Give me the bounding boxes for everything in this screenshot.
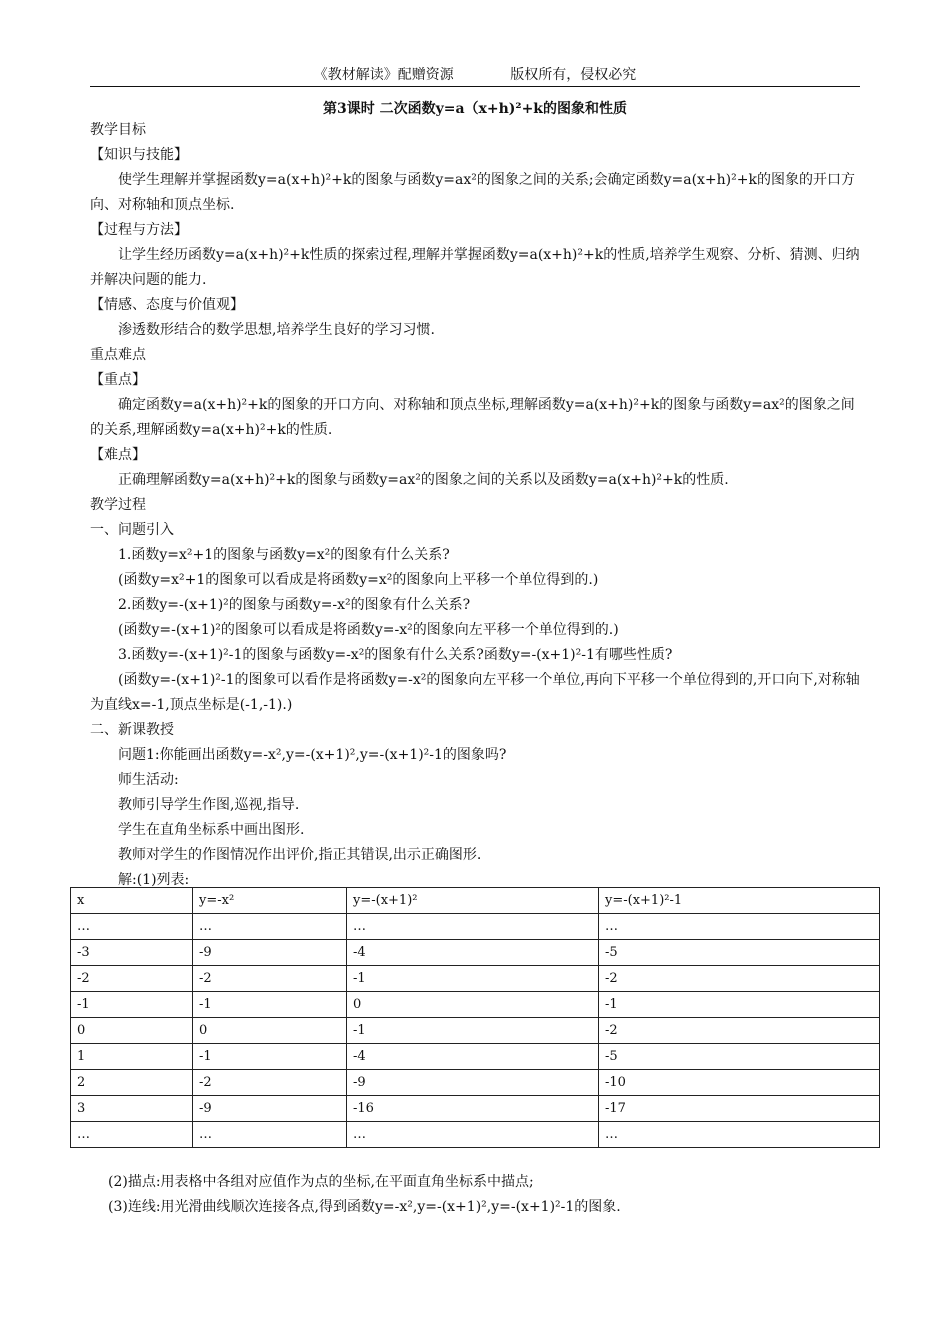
activity-3: 教师对学生的作图情况作出评价,指正其错误,出示正确图形. [118, 847, 482, 863]
table-cell: … [71, 1122, 193, 1148]
table-cell: -2 [71, 966, 193, 992]
table-cell: -1 [193, 992, 347, 1018]
table-row [71, 1070, 880, 1096]
question-3: 3.函数y=-(x+1)²-1的图象与函数y=-x²的图象有什么关系?函数y=-(x+1)²-1有哪些性质? [118, 647, 673, 663]
table-cell: 3 [71, 1096, 193, 1122]
difficult-text: 正确理解函数y=a(x+h)²+k的图象与函数y=ax²的图象之间的关系以及函数y=a(x+h)²+k的性质. [118, 472, 729, 488]
header-y1: y=-x² [193, 888, 347, 914]
table-cell: … [193, 1122, 347, 1148]
process-title: 【过程与方法】 [90, 222, 188, 238]
page-header [90, 64, 860, 87]
activity-label: 师生活动: [118, 772, 179, 788]
answer-1: (函数y=x²+1的图象可以看成是将函数y=x²的图象向上平移一个单位得到的.) [118, 572, 599, 588]
key-heading: 重点难点 [90, 347, 146, 363]
table-cell: … [599, 1122, 880, 1148]
table-cell: -10 [599, 1070, 880, 1096]
emotion-text: 渗透数形结合的数学思想,培养学生良好的学习习惯. [118, 322, 435, 338]
table-header-row [71, 888, 880, 914]
steps-section [90, 1170, 880, 1220]
process-heading: 教学过程 [90, 497, 146, 513]
table-cell: -1 [347, 1018, 599, 1044]
table-cell: -2 [599, 1018, 880, 1044]
table-cell: 2 [71, 1070, 193, 1096]
step-2: (2)描点:用表格中各组对应值作为点的坐标,在平面直角坐标系中描点; [108, 1174, 534, 1190]
table-row [71, 940, 880, 966]
answer-2: (函数y=-(x+1)²的图象可以看成是将函数y=-x²的图象向左平移一个单位得到的.) [118, 622, 619, 638]
table-cell: 0 [71, 1018, 193, 1044]
table-row [71, 966, 880, 992]
table-row [71, 914, 880, 940]
focus-title: 【重点】 [90, 372, 146, 388]
values-table [70, 887, 880, 1148]
header-x: x [71, 888, 193, 914]
table-cell: -1 [599, 992, 880, 1018]
activity-1: 教师引导学生作图,巡视,指导. [118, 797, 300, 813]
table-cell: -1 [347, 966, 599, 992]
problem-1: 问题1:你能画出函数y=-x²,y=-(x+1)²,y=-(x+1)²-1的图象吗? [118, 747, 507, 763]
table-cell: -16 [347, 1096, 599, 1122]
process-text: 让学生经历函数y=a(x+h)²+k性质的探索过程,理解并掌握函数y=a(x+h)²+k的性质,培养学生观察、分析、猜测、归纳并解决问题的能力. [90, 247, 860, 288]
table-row [71, 1096, 880, 1122]
answer-3: (函数y=-(x+1)²-1的图象可以看作是将函数y=-x²的图象向左平移一个单位,再向下平移一个单位得到的,开口向下,对称轴为直线x=-1,顶点坐标是(-1,-1).) [90, 672, 860, 713]
table-cell: -5 [599, 1044, 880, 1070]
question-1: 1.函数y=x²+1的图象与函数y=x²的图象有什么关系? [118, 547, 450, 563]
question-2: 2.函数y=-(x+1)²的图象与函数y=-x²的图象有什么关系? [118, 597, 471, 613]
lesson-title: 第3课时 二次函数y=a（x+h)²+k的图象和性质 [323, 101, 627, 117]
focus-text: 确定函数y=a(x+h)²+k的图象的开口方向、对称轴和顶点坐标,理解函数y=a(x+h)²+k的图象与函数y=ax²的图象之间的关系,理解函数y=a(x+h)²+k的性质. [90, 397, 855, 438]
table-cell: … [71, 914, 193, 940]
new-lesson-title: 二、新课教授 [90, 722, 174, 738]
table-cell: -9 [193, 1096, 347, 1122]
header-source: 《教材解读》配赠资源 [313, 67, 454, 83]
table-cell: … [599, 914, 880, 940]
table-row [71, 1044, 880, 1070]
table-cell: -2 [193, 1070, 347, 1096]
activity-2: 学生在直角坐标系中画出图形. [118, 822, 305, 838]
table-cell: … [347, 914, 599, 940]
table-cell: -2 [193, 966, 347, 992]
goals-heading: 教学目标 [90, 122, 146, 138]
step-3: (3)连线:用光滑曲线顺次连接各点,得到函数y=-x²,y=-(x+1)²,y=-(x+1)²-1的图象. [108, 1199, 621, 1215]
table-cell: 1 [71, 1044, 193, 1070]
table-row [71, 1018, 880, 1044]
table-cell: -2 [599, 966, 880, 992]
header-copyright: 版权所有，侵权必究 [510, 67, 637, 83]
table-row [71, 992, 880, 1018]
table-cell: -17 [599, 1096, 880, 1122]
table-cell: … [193, 914, 347, 940]
difficult-title: 【难点】 [90, 447, 146, 463]
intro-title: 一、问题引入 [90, 522, 174, 538]
knowledge-title: 【知识与技能】 [90, 147, 188, 163]
header-y3: y=-(x+1)²-1 [599, 888, 880, 914]
table-body [71, 914, 880, 1148]
table-cell: -4 [347, 940, 599, 966]
table-cell: -1 [71, 992, 193, 1018]
table-cell: -3 [71, 940, 193, 966]
knowledge-text: 使学生理解并掌握函数y=a(x+h)²+k的图象与函数y=ax²的图象之间的关系;会确定函数y=a(x+h)²+k的图象的开口方向、对称轴和顶点坐标. [90, 172, 855, 213]
table-cell: … [347, 1122, 599, 1148]
table-cell: 0 [193, 1018, 347, 1044]
solution-label: 解:(1)列表: [118, 872, 190, 888]
table-cell: -9 [347, 1070, 599, 1096]
table-row [71, 1122, 880, 1148]
table-cell: -4 [347, 1044, 599, 1070]
table-cell: 0 [347, 992, 599, 1018]
table-cell: -9 [193, 940, 347, 966]
table-cell: -1 [193, 1044, 347, 1070]
lesson-body [90, 118, 860, 893]
table-cell: -5 [599, 940, 880, 966]
emotion-title: 【情感、态度与价值观】 [90, 297, 244, 313]
header-y2: y=-(x+1)² [347, 888, 599, 914]
